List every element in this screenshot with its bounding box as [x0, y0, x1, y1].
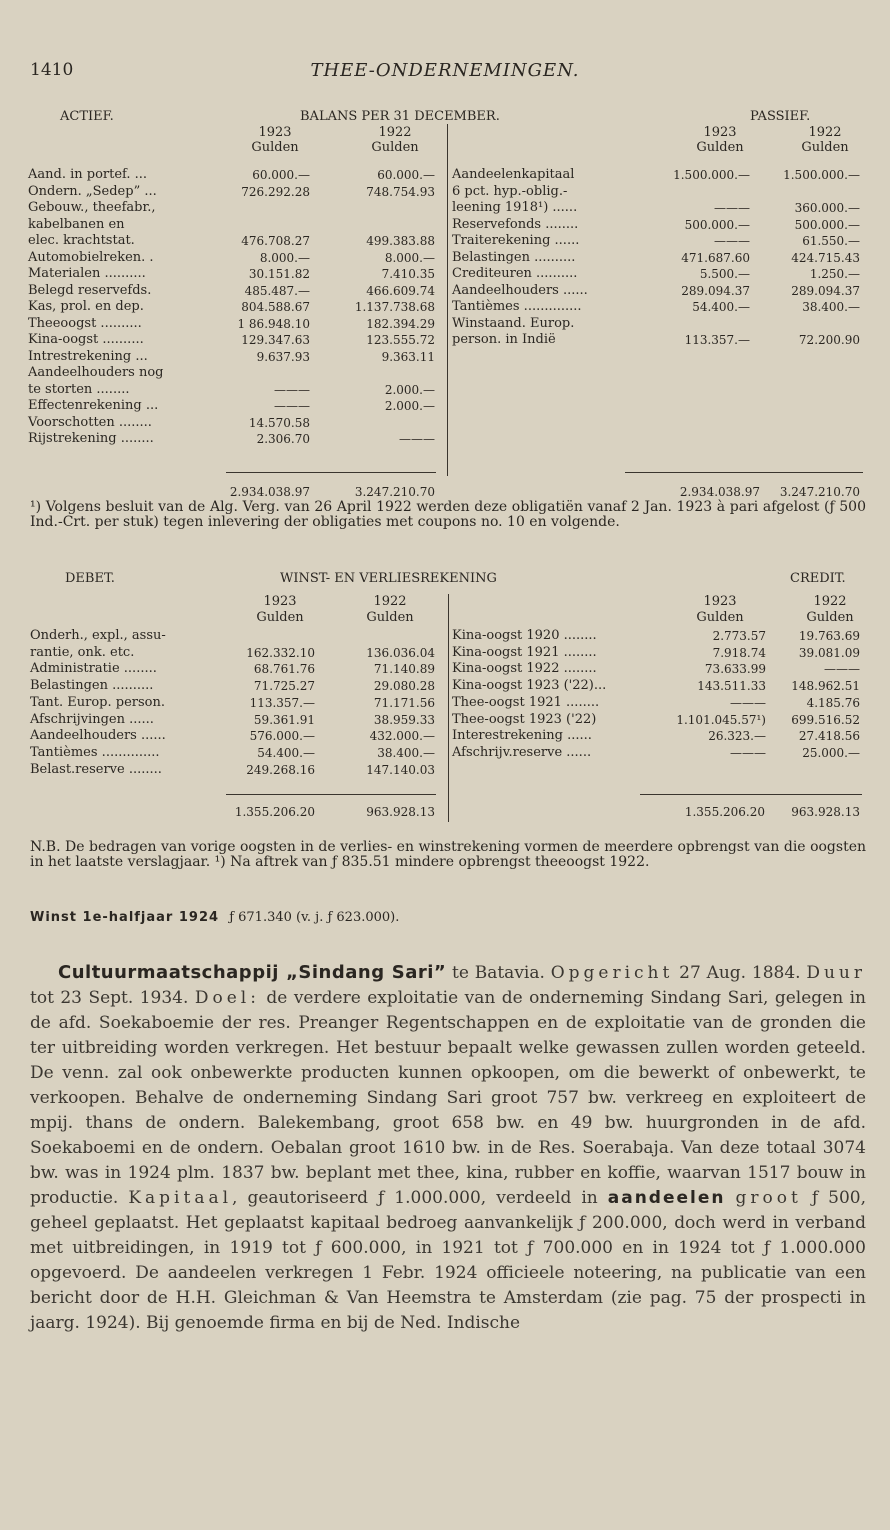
actief-row-label: Kina-oogst .......... — [28, 332, 144, 347]
passief-row-value-1922: 360.000.— — [794, 201, 860, 215]
duur-label: Duur — [806, 963, 866, 983]
winst-divider — [448, 594, 449, 822]
balans-passief-unit1: Gulden — [696, 140, 744, 155]
actief-row-label: Kas, prol. en dep. — [28, 299, 144, 314]
balans-passief-head: PASSIEF. — [750, 109, 811, 124]
actief-row-value-1923: 726.292.28 — [241, 184, 310, 199]
nb-note: N.B. De bedragen van vorige oogsten in de verlies- en winstrekening vormen de meerdere opbrengst van die oogsten in het laatste verslagjaar. ¹) Na aftrek van ƒ 835.51 mindere opbrengst theeoogst 1922. — [30, 839, 866, 870]
debet-row-value-1923: 576.000.— — [249, 729, 315, 744]
actief-row-value-1923: 14.570.58 — [248, 415, 310, 430]
company-text-3: tot 23 Sept. 1934. — [30, 988, 195, 1008]
winst-debet-unit1: Gulden — [256, 610, 304, 625]
credit-row-value-1923: 26.323.— — [708, 729, 766, 744]
opgericht-label: Opgericht — [550, 963, 674, 983]
actief-row-value-1923: ——— — [274, 399, 310, 413]
debet-row-value-1922: 29.080.28 — [373, 679, 435, 694]
credit-row-value-1923: 73.633.99 — [704, 662, 766, 677]
actief-row-label: Intrestrekening ... — [28, 348, 148, 364]
company-text-1: te Batavia. — [446, 963, 551, 983]
credit-row-value-1922: ——— — [824, 662, 860, 677]
actief-row-value-1923: 9.637.93 — [256, 349, 310, 364]
debet-row-value-1923: 59.361.91 — [253, 712, 315, 727]
credit-row-value-1922: 39.081.09 — [798, 645, 860, 660]
winst-credit-total-rule — [640, 794, 862, 795]
credit-row-value-1923: 143.511.33 — [697, 679, 766, 694]
debet-row-label: Afschrijvingen ...... — [30, 711, 154, 727]
actief-row-value-1922: 2.000.— — [384, 382, 435, 397]
actief-row-label: Rijstrekening ........ — [28, 431, 154, 446]
passief-row-value-1923: 1.500.000.— — [673, 168, 750, 182]
actief-row-value-1922: 123.555.72 — [366, 333, 435, 347]
debet-row-value-1922: 147.140.03 — [366, 762, 435, 777]
credit-row-label: Kina-oogst 1920 ........ — [452, 628, 597, 643]
debet-row-label: Belast.reserve ........ — [30, 761, 162, 777]
actief-row-label: Gebouw., theefabr., — [28, 200, 156, 215]
company-text-2: 27 Aug. 1884. — [673, 963, 807, 983]
credit-row-value-1922: 25.000.— — [802, 745, 860, 760]
winst-credit-unit1: Gulden — [696, 610, 744, 625]
actief-row-value-1923: 2.306.70 — [256, 432, 310, 446]
balans-title: BALANS PER 31 DECEMBER. — [300, 109, 500, 124]
passief-row-value-1923: 113.357.— — [684, 333, 750, 347]
passief-row-value-1923: 471.687.60 — [681, 250, 750, 265]
actief-row-value-1922: 499.383.88 — [366, 234, 435, 248]
debet-row-value-1922: 38.959.33 — [373, 712, 435, 727]
credit-row-value-1922: 699.516.52 — [791, 712, 860, 727]
actief-row-value-1923: 30.151.82 — [248, 267, 310, 281]
credit-row-label: Thee-oogst 1923 ('22) — [452, 711, 597, 727]
winst-debet-year1: 1923 — [263, 594, 297, 609]
passief-row-value-1923: 500.000.— — [684, 217, 750, 232]
credit-row-label: Kina-oogst 1921 ........ — [452, 644, 597, 660]
debet-row-value-1922: 71.171.56 — [373, 695, 435, 710]
aandeelen-label: aandeelen — [607, 1188, 726, 1208]
actief-row-label: kabelbanen en — [28, 216, 125, 232]
passief-row-value-1923: 5.500.— — [699, 267, 750, 281]
actief-row-label: Aandeelhouders nog — [28, 365, 164, 380]
winst-halfjaar-label: Winst 1e-halfjaar 1924 — [30, 910, 220, 925]
actief-row-label: Automobielreken. . — [28, 249, 154, 265]
credit-row-label: Kina-oogst 1923 ('22)... — [452, 678, 607, 694]
debet-row-value-1922: 432.000.— — [369, 729, 435, 744]
actief-row-label: Belegd reservefds. — [28, 282, 152, 298]
passief-row-value-1922: 38.400.— — [802, 300, 860, 314]
passief-row-value-1922: 289.094.37 — [791, 283, 860, 298]
balans-passief-total-rule — [625, 472, 863, 473]
winst-halfjaar-line — [30, 910, 399, 925]
winst-halfjaar-value: ƒ 671.340 (v. j. ƒ 623.000). — [229, 910, 400, 925]
company-paragraph — [30, 960, 866, 1336]
debet-row-value-1923: 113.357.— — [249, 695, 315, 710]
balans-actief-head: ACTIEF. — [60, 109, 114, 124]
passief-row-label: Belastingen .......... — [452, 249, 576, 265]
balans-actief-unit2: Gulden — [371, 140, 419, 155]
passief-row-label: 6 pct. hyp.-oblig.- — [452, 183, 568, 199]
passief-row-label: Tantièmes .............. — [452, 299, 582, 314]
actief-row-value-1922: 7.410.35 — [381, 267, 435, 281]
winst-debet-head: DEBET. — [65, 571, 115, 586]
winst-title: WINST- EN VERLIESREKENING — [280, 571, 497, 586]
actief-row-label: Voorschotten ........ — [28, 414, 152, 430]
balans-total-actief-1922: 3.247.210.70 — [354, 485, 435, 499]
passief-row-value-1923: 54.400.— — [692, 300, 750, 314]
passief-row-label: person. in Indië — [452, 332, 556, 347]
debet-row-label: Aandeelhouders ...... — [30, 728, 166, 744]
credit-row-value-1923: ——— — [730, 695, 766, 710]
winst-credit-head: CREDIT. — [790, 571, 846, 586]
winst-debet-year2: 1922 — [373, 594, 407, 609]
actief-row-label: elec. krachtstat. — [28, 233, 135, 248]
debet-row-value-1922: 136.036.04 — [366, 645, 435, 660]
debet-row-value-1923: 71.725.27 — [253, 679, 315, 694]
actief-row-value-1922: 748.754.93 — [366, 184, 435, 199]
credit-row-value-1922: 19.763.69 — [798, 629, 860, 643]
debet-row-label: Belastingen .......... — [30, 678, 154, 694]
credit-row-value-1923: ——— — [730, 745, 766, 760]
actief-row-value-1922: 60.000.— — [377, 168, 435, 182]
winst-credit-year2: 1922 — [813, 594, 847, 609]
doel-label: Doel: — [194, 988, 260, 1008]
debet-row-value-1923: 249.268.16 — [246, 762, 315, 777]
page-number: 1410 — [30, 60, 74, 80]
actief-row-label: Materialen .......... — [28, 266, 146, 281]
company-text-7: ƒ 500, geheel geplaatst. Het geplaatst kapitaal bedroeg aanvankelijk ƒ 200.000, doch werd in verband met uitbreidingen, in 1919 tot ƒ 600.000, in 1921 tot ƒ 700.000 en in 1924 tot ƒ 1.000.000 opgevoerd. De aandeelen verkregen 1 Febr. 1924 officieele noteering, na publicatie van een bericht door de H.H. Gleichman & Van Heemstra te Amsterdam (zie pag. 75 der prospecti in jaarg. 1924). Bij genoemde firma en bij de Ned. Indische — [30, 1188, 866, 1333]
winst-total-debet-1922: 963.928.13 — [366, 805, 435, 819]
balans-passief-unit2: Gulden — [801, 140, 849, 155]
actief-row-value-1923: 476.708.27 — [241, 234, 310, 248]
running-title: THEE-ONDERNEMINGEN. — [310, 60, 580, 81]
balans-passief-year2: 1922 — [808, 125, 842, 140]
passief-row-value-1923: 289.094.37 — [681, 283, 750, 298]
passief-row-value-1922: 72.200.90 — [798, 333, 860, 347]
winst-total-credit-1923: 1.355.206.20 — [684, 805, 765, 819]
kapitaal-label: Kapitaal — [128, 1188, 233, 1208]
actief-row-value-1923: 804.588.67 — [241, 300, 310, 314]
actief-row-label: Aand. in portef. ... — [28, 167, 148, 182]
passief-row-value-1922: 500.000.— — [794, 217, 860, 232]
company-text-5: , geautoriseerd ƒ 1.000.000, verdeeld in — [232, 1188, 608, 1208]
actief-row-value-1922: 8.000.— — [384, 250, 435, 265]
actief-row-value-1922: 1.137.738.68 — [354, 300, 435, 314]
actief-row-value-1923: ——— — [274, 382, 310, 397]
credit-row-label: Thee-oogst 1921 ........ — [452, 694, 600, 710]
actief-row-value-1922: 466.609.74 — [366, 283, 435, 298]
passief-row-label: leening 1918¹) ...... — [452, 200, 578, 215]
debet-row-value-1923: 162.332.10 — [246, 645, 315, 660]
actief-row-value-1923: 8.000.— — [259, 250, 310, 265]
passief-row-value-1923: ——— — [714, 234, 750, 248]
balans-divider — [447, 124, 448, 476]
groot-label: groot — [735, 1188, 802, 1208]
balans-total-passief-1922: 3.247.210.70 — [779, 485, 860, 499]
debet-row-label: Tant. Europ. person. — [30, 694, 165, 710]
passief-row-value-1922: 61.550.— — [802, 234, 860, 248]
actief-row-value-1923: 1 86.948.10 — [237, 316, 310, 331]
credit-row-value-1923: 2.773.57 — [712, 629, 766, 643]
company-text-4: de verdere exploitatie van de onderneming Sindang Sari, gelegen in de afd. Soekaboemie der res. Preanger Regentschappen en de exploitatie van de gronden die ter uitbreiding worden verkregen. Het bestuur bepaalt welke gewassen zullen worden geteeld. De venn. zal ook onbewerkte producten kunnen opkoopen, om die bewerkt of onbewerkt, te verkoopen. Behalve de onderneming Sindang Sari groot 757 bw. verkreeg en exploiteert de mpij. thans de ondern. Balekembang, groot 658 bw. en 49 bw. huurgronden in de afd. Soekaboemi en de ondern. Oebalan groot 1610 bw. in de Res. Soerabaja. Van deze totaal 3074 bw. was in 1924 plm. 1837 bw. beplant met thee, kina, rubber en koffie, waarvan 1517 bouw in productie. — [30, 988, 867, 1208]
debet-row-value-1923: 54.400.— — [257, 745, 315, 760]
debet-row-value-1922: 71.140.89 — [373, 662, 435, 677]
credit-row-label: Interestrekening ...... — [452, 728, 592, 744]
balans-actief-year2: 1922 — [378, 125, 412, 140]
balans-actief-year1: 1923 — [258, 125, 292, 140]
actief-row-value-1923: 129.347.63 — [241, 333, 310, 347]
actief-row-value-1923: 60.000.— — [252, 168, 310, 182]
winst-debet-unit2: Gulden — [366, 610, 414, 625]
company-text-6 — [726, 1188, 736, 1208]
actief-row-label: Ondern. „Sedep” ... — [28, 183, 157, 199]
credit-row-value-1923: 1.101.045.57¹) — [676, 712, 766, 727]
passief-row-value-1922: 1.250.— — [809, 267, 860, 281]
passief-row-label: Traiterekening ...... — [452, 233, 580, 248]
balans-total-passief-1923: 2.934.038.97 — [679, 485, 760, 499]
winst-total-debet-1923: 1.355.206.20 — [234, 805, 315, 819]
balans-passief-year1: 1923 — [703, 125, 737, 140]
debet-row-label: Administratie ........ — [30, 661, 157, 677]
credit-row-value-1922: 4.185.76 — [806, 695, 860, 710]
credit-row-label: Afschrijv.reserve ...... — [452, 744, 592, 760]
debet-row-value-1923: 68.761.76 — [253, 662, 315, 677]
winst-credit-unit2: Gulden — [806, 610, 854, 625]
actief-row-label: te storten ........ — [28, 381, 130, 397]
balans-actief-total-rule — [226, 472, 436, 473]
debet-row-label: rantie, onk. etc. — [30, 644, 135, 660]
passief-row-label: Crediteuren .......... — [452, 266, 578, 281]
actief-row-value-1922: 9.363.11 — [381, 349, 435, 364]
credit-row-value-1922: 148.962.51 — [791, 679, 860, 694]
actief-row-value-1922: ——— — [399, 432, 435, 446]
passief-row-value-1922: 424.715.43 — [791, 250, 860, 265]
actief-row-value-1922: 2.000.— — [384, 399, 435, 413]
actief-row-label: Theeoogst .......... — [28, 315, 142, 331]
actief-row-value-1922: 182.394.29 — [366, 316, 435, 331]
balans-total-actief-1923: 2.934.038.97 — [229, 485, 310, 499]
credit-row-value-1922: 27.418.56 — [798, 729, 860, 744]
passief-row-label: Winstaand. Europ. — [452, 315, 575, 331]
credit-row-value-1923: 7.918.74 — [712, 645, 766, 660]
passief-row-label: Aandeelenkapitaal — [452, 167, 575, 182]
passief-row-value-1922: 1.500.000.— — [783, 168, 860, 182]
passief-row-label: Reservefonds ........ — [452, 216, 579, 232]
balans-footnote: ¹) Volgens besluit van de Alg. Verg. van 26 April 1922 werden deze obligatiën vanaf 2 Jan. 1923 à pari afgelost (ƒ 500 Ind.-Crt. per stuk) tegen inlevering der obligaties met coupons no. 10 en volgende. — [30, 499, 866, 530]
debet-row-label: Tantièmes .............. — [30, 744, 160, 760]
winst-credit-year1: 1923 — [703, 594, 737, 609]
passief-row-label: Aandeelhouders ...... — [452, 282, 588, 298]
debet-row-label: Onderh., expl., assu- — [30, 628, 166, 643]
balans-actief-unit1: Gulden — [251, 140, 299, 155]
company-name: Cultuurmaatschappij „Sindang Sari” — [58, 962, 447, 983]
actief-row-value-1923: 485.487.— — [244, 283, 310, 298]
passief-row-value-1923: ——— — [714, 201, 750, 215]
debet-row-value-1922: 38.400.— — [377, 745, 435, 760]
credit-row-label: Kina-oogst 1922 ........ — [452, 661, 597, 677]
winst-debet-total-rule — [226, 794, 436, 795]
winst-total-credit-1922: 963.928.13 — [791, 805, 860, 819]
actief-row-label: Effectenrekening ... — [28, 398, 159, 413]
